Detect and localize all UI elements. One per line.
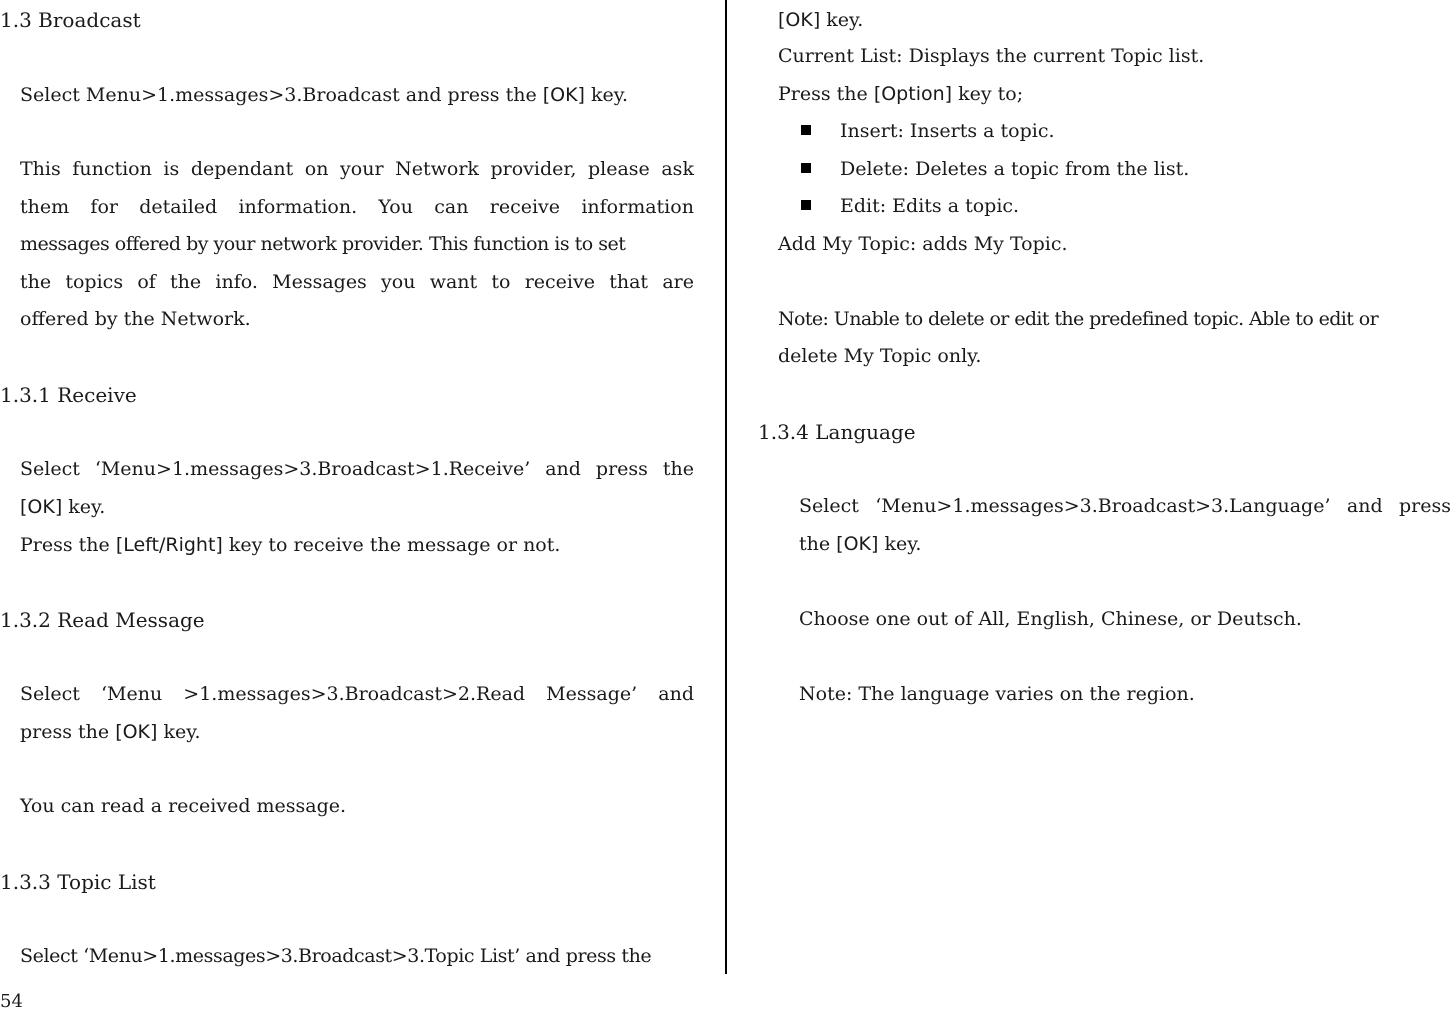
heading-1-3-3: 1.3.3 Topic List xyxy=(0,870,156,894)
heading-1-3-4: 1.3.4 Language xyxy=(758,420,916,444)
intro-line-1: This function is dependant on your Network provider, please ask xyxy=(20,158,694,180)
intro-line-4: the topics of the info. Messages you want to receive that are xyxy=(20,271,694,293)
note-line-2: delete My Topic only. xyxy=(778,345,982,367)
note-line-1: Note: Unable to delete or edit the predefined topic. Able to edit or xyxy=(778,308,1379,330)
intro-line-3: messages offered by your network provider. This function is to set xyxy=(20,233,626,255)
option-key-text: Press the [Option] key to; xyxy=(778,83,1024,105)
language-line-1: Select ‘Menu>1.messages>3.Broadcast>3.Language’ and press xyxy=(799,495,1451,517)
bullet-edit: Edit: Edits a topic. xyxy=(840,195,1020,217)
language-note-text: Note: The language varies on the region. xyxy=(799,683,1195,705)
heading-1-3: 1.3 Broadcast xyxy=(0,8,141,32)
topic-line-2: [OK] key. xyxy=(778,9,864,31)
column-divider xyxy=(725,0,727,974)
add-my-topic-text: Add My Topic: adds My Topic. xyxy=(778,233,1068,255)
read-description: You can read a received message. xyxy=(20,795,347,817)
bullet-square-icon xyxy=(801,125,811,135)
page-number: 54 xyxy=(0,991,23,1012)
current-list-text: Current List: Displays the current Topic list. xyxy=(778,45,1205,67)
language-line-2: the [OK] key. xyxy=(799,533,922,555)
receive-line-1: Select ‘Menu>1.messages>3.Broadcast>1.Receive’ and press the xyxy=(20,458,694,480)
receive-line-2: [OK] key. xyxy=(20,496,106,518)
broadcast-select-paragraph: Select Menu>1.messages>3.Broadcast and press the [OK] key. xyxy=(20,84,629,106)
bullet-square-icon xyxy=(801,163,811,173)
language-choices-text: Choose one out of All, English, Chinese, or Deutsch. xyxy=(799,608,1302,630)
bullet-delete: Delete: Deletes a topic from the list. xyxy=(840,158,1190,180)
heading-1-3-1: 1.3.1 Receive xyxy=(0,383,137,407)
heading-1-3-2: 1.3.2 Read Message xyxy=(0,608,205,632)
bullet-insert: Insert: Inserts a topic. xyxy=(840,120,1055,142)
intro-line-5: offered by the Network. xyxy=(20,308,251,330)
receive-line-3: Press the [Left/Right] key to receive the message or not. xyxy=(20,534,561,556)
topic-line-1: Select ‘Menu>1.messages>3.Broadcast>3.Topic List’ and press the xyxy=(20,945,652,967)
read-line-1: Select ‘Menu >1.messages>3.Broadcast>2.Read Message’ and xyxy=(20,683,694,705)
bullet-square-icon xyxy=(801,200,811,210)
read-line-2: press the [OK] key. xyxy=(20,721,201,743)
intro-line-2: them for detailed information. You can receive information xyxy=(20,196,694,218)
